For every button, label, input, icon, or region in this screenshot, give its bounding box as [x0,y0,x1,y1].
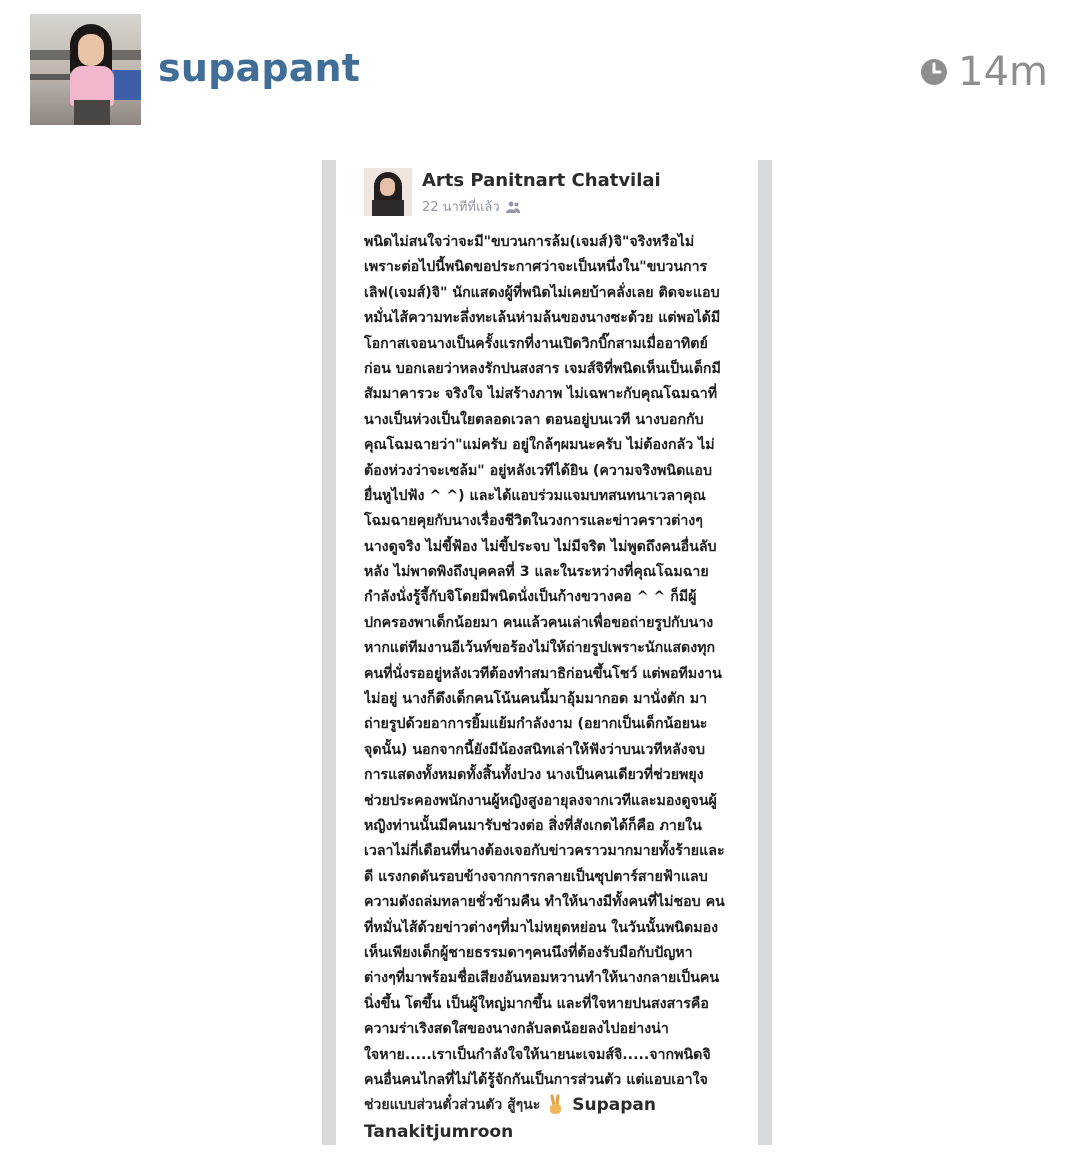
fb-text-line: เห็นเพียงเด็กผู้ชายธรรมดาๆคนนึงที่ต้องรับมือกับปัญหา [364,944,693,961]
fb-text-line: ปกครองพาเด็กน้อยมา คนแล้วคนเล่าเพื่อขอถ่ายรูปกับนาง [364,614,714,631]
fb-text-line: ใจหาย.....เราเป็นกำลังใจให้นายนะเจมส์จิ.....จากพนิดจิ [364,1046,711,1063]
fb-text-line: หมั่นไส้ความทะลึ่งทะเล้นห่ามล้นของนางซะด้วย แต่พอได้มี [364,310,721,327]
fb-author-name: Arts Panitnart Chatvilai [422,170,661,191]
fb-author-avatar [364,168,412,216]
post-header [0,0,1080,140]
fb-text-line: โอกาสเจอนางเป็นครั้งแรกที่งานเปิดวิกบิ๊กสามเมื่ออาทิตย์ [364,335,708,352]
fb-text-line: ต้องห่วงว่าจะเซล้ม" อยู่หลังเวทีได้ยิน (ความจริงพนิดแอบ [364,462,712,479]
fb-text-line: ที่หมั่นไส้ด้วยข่าวต่างๆที่มาไม่หยุดหย่อน ในวันนั้นพนิดมอง [364,919,719,936]
post-timestamp [920,50,1048,94]
fb-text-line: ถ่ายรูปด้วยอาการยิ้มแย้มกำลังงาม (อยากเป็นเด็กน้อยนะ [364,716,708,733]
fb-text-line: หากแต่ทีมงานอีเว้นท์ขอร้องไม่ให้ถ่ายรูปเพราะนักแสดงทุก [364,640,716,657]
fb-text-line: ยื่นหูไปฟัง ^ ^) และได้แอบร่วมแจมบทสนทนาเวลาคุณ [364,487,706,504]
post-image[interactable] [322,160,772,1145]
fb-text-line: นางดูจริง ไม่ขี้ฟ้อง ไม่ขี้ประจบ ไม่มีจริต ไม่พูดถึงคนอื่นลับ [364,538,717,555]
fb-text-line: เลิฟ(เจมส์)จิ" นักแสดงผู้ที่พนิดไม่เคยบ้าคลั่งเลย ติดจะแอบ [364,284,720,301]
fb-text-line: นิ่งขึ้น โตขึ้น เป็นผู้ใหญ่มากขึ้น และที่ใจหายปนสงสารคือ [364,995,709,1012]
fb-text-line: ความดังถล่มทลายชั่วข้ามคืน ทำให้นางมีทั้งคนที่ไม่ชอบ คน [364,894,725,911]
time-ago-text: 14m [958,49,1048,95]
fb-text-line: ไม่อยู่ นางก็ดึงเด็กคนโน้นคนนี้มาอุ้มมากอด มานั่งตัก มา [364,691,708,708]
clock-icon [920,58,948,86]
fb-post-time: 22 นาทีที่แล้ว [422,200,500,215]
fb-text-line: ดี แรงกดดันรอบข้างจากการกลายเป็นซุปตาร์สายฟ้าแลบ [364,868,708,885]
fb-text-line: ช่วยแบบส่วนตั๋วส่วนตัว สู้ๆนะ [364,1097,541,1113]
fb-text-line: นางเป็นห่วงเป็นใยตลอดเวลา ตอนอยู่บนเวที นางบอกกับ [364,411,704,428]
fb-text-line: กำลังนั่งรู้จี้กับจิโดยมีพนิดนั่งเป็นก้างขวางคอ ^ ^ ก็มีผู้ [364,589,697,606]
fb-text-line: หลัง ไม่พาดพิงถึงบุคคลที่ 3 และในระหว่างที่คุณโฉมฉาย [364,564,709,581]
fb-tag-line [364,1094,656,1116]
fb-text-line: เพราะต่อไปนี้พนิดขอประกาศว่าจะเป็นหนึ่งใน"ขบวนการ [364,259,708,276]
user-avatar[interactable] [30,14,141,125]
tagged-user-last: Tanakitjumroon [364,1122,514,1142]
fb-text-line: จุดนั้น) นอกจากนี้ยังมีน้องสนิทเล่าให้ฟังว่าบนเวทีหลังจบ [364,741,706,758]
username-link[interactable]: supapant [158,46,361,90]
fb-text-line: การแสดงทั้งหมดทั้งสิ้นทั้งปวง นางเป็นคนเดียวที่ช่วยพยุง [364,767,704,784]
tagged-user-first: Supapan [572,1095,656,1115]
fb-text-line: ต่างๆที่มาพร้อมชื่อเสียงอันหอมหวานทำให้นางกลายเป็นคน [364,970,720,987]
peace-hand-icon [546,1094,566,1116]
fb-text-line: ช่วยประคองพนักงานผู้หญิงสูงอายุลงจากเวทีและมองดูจนผู้ [364,792,717,809]
fb-text-line: ความร่าเริงสดใสของนางกลับลดน้อยลงไปอย่างน่า [364,1021,669,1038]
fb-text-line: คุณโฉมฉายว่า"แม่ครับ อยู่ใกล้ๆผมนะครับ ไม่ต้องกลัว ไม่ [364,437,715,454]
fb-text-line: โฉมฉายคุยกับนางเรื่องชีวิตในวงการและข่าวคราวต่างๆ [364,513,703,530]
fb-text-line: คนที่นั่งรออยู่หลังเวทีต้องทำสมาธิก่อนขึ้นโชว์ แต่พอทีมงาน [364,665,722,682]
friends-icon [506,201,520,213]
fb-text-line: หญิงท่านนั้นมีคนมารับช่วงต่อ สิ่งที่สังเกตได้ก็คือ ภายใน [364,817,702,834]
fb-post-text [364,230,764,1093]
fb-post-meta [422,196,520,217]
fb-text-line: เวลาไม่กี่เดือนที่นางต้องเจอกับข่าวคราวมากมายทั้งร้ายและ [364,843,725,860]
fb-text-line: พนิดไม่สนใจว่าจะมี"ขบวนการล้ม(เจมส์)จิ"จริงหรือไม่ [364,234,695,250]
fb-text-line: ก่อน บอกเลยว่าหลงรักปนสงสาร เจมส์จิที่พนิดเห็นเป็นเด็กมี [364,360,721,377]
fb-text-line: สัมมาคารวะ จริงใจ ไม่สร้างภาพ ไม่เฉพาะกับคุณโฉมฉาที่ [364,386,718,403]
fb-text-line: คนอื่นคนไกลที่ไม่ได้รู้จักกันเป็นการส่วนตัว แต่แอบเอาใจ [364,1071,708,1088]
